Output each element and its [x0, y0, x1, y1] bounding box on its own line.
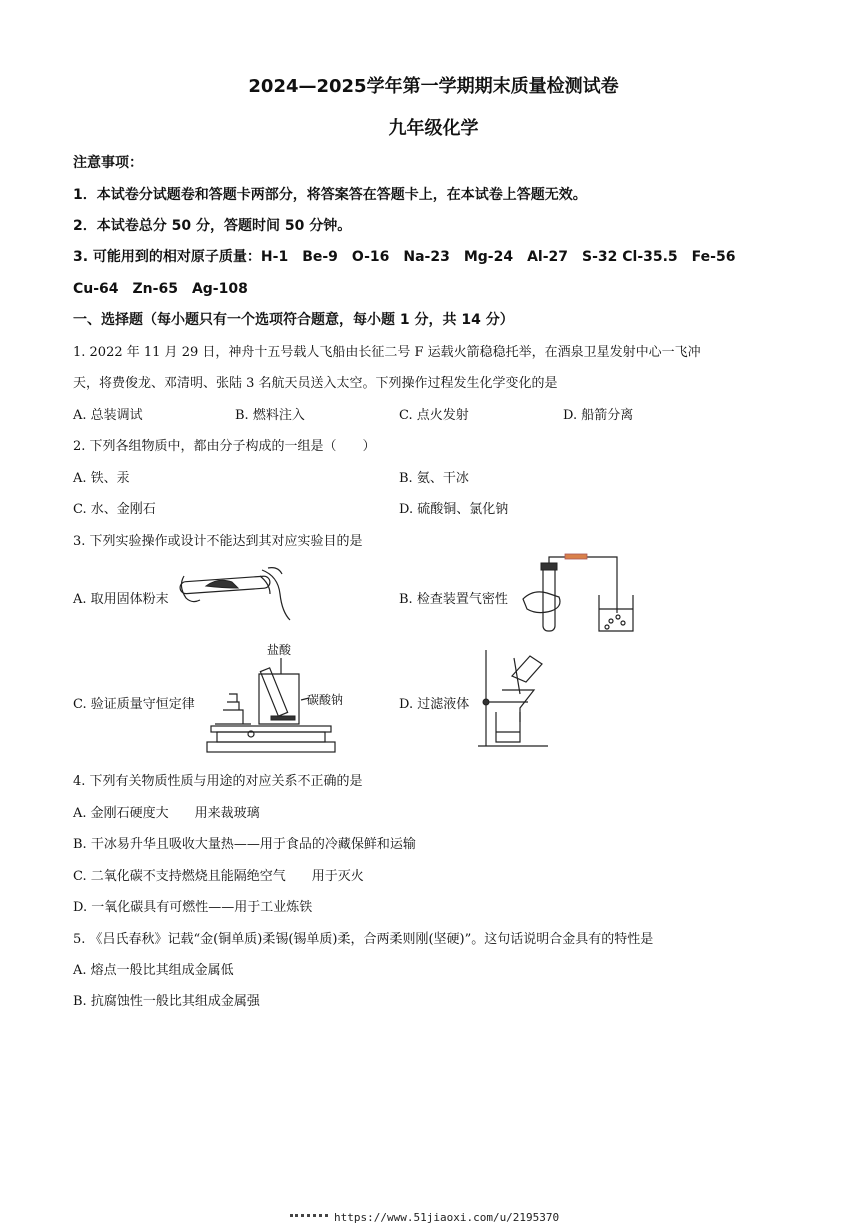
- footer-url[interactable]: [290, 1211, 559, 1224]
- q5-option-b: B. 抗腐蚀性一般比其组成金属强: [73, 994, 260, 1009]
- q1-option-c: C. 点火发射: [399, 408, 469, 423]
- figure-airtight-check: [521, 553, 639, 633]
- q2-option-a: A. 铁、汞: [73, 471, 130, 486]
- q4-option-b: B. 干冰易升华且吸收大量热——用于食品的冷藏保鲜和运输: [73, 837, 416, 852]
- q2-option-c: C. 水、金刚石: [73, 502, 156, 517]
- label-sodium-carbonate: 碳酸钠: [307, 693, 344, 707]
- q2-stem: 2. 下列各组物质中，都由分子构成的一组是（ ）: [73, 439, 376, 454]
- q4-option-d: D. 一氧化碳具有可燃性——用于工业炼铁: [73, 900, 313, 915]
- q1-stem-line2: 天，将费俊龙、邓清明、张陆 3 名航天员送入太空。下列操作过程发生化学变化的是: [73, 376, 558, 391]
- note-1: 1．本试卷分试题卷和答题卡两部分，将答案答在答题卡上，在本试卷上答题无效。: [73, 187, 587, 203]
- figure-filtration: [476, 650, 560, 750]
- footer-url-text: https://www.51jiaoxi.com/u/2195370: [334, 1211, 560, 1224]
- note-2: 2．本试卷总分 50 分，答题时间 50 分钟。: [73, 218, 352, 234]
- q4-option-c: C. 二氧化碳不支持燃烧且能隔绝空气 用于灭火: [73, 869, 364, 884]
- q2-option-d: D. 硫酸铜、氯化钠: [399, 502, 509, 517]
- note-3-line1: 3. 可能用到的相对原子质量：H-1 Be-9 O-16 Na-23 Mg-24 Al-27 S-32 Cl-35.5 Fe-56: [73, 249, 736, 265]
- q3-option-b: B. 检查装置气密性: [399, 592, 508, 607]
- q2-option-b: B. 氨、干冰: [399, 471, 469, 486]
- exam-subtitle: 九年级化学: [388, 118, 479, 139]
- q1-option-d: D. 船箭分离: [563, 408, 634, 423]
- q1-stem-line1: 1. 2022 年 11 月 29 日，神舟十五号载人飞船由长征二号 F 运载火箭稳稳托举，在酒泉卫星发射中心一飞冲: [73, 345, 701, 360]
- note-3-line2: Cu-64 Zn-65 Ag-108: [73, 281, 248, 297]
- label-hydrochloric-acid: 盐酸: [267, 643, 292, 657]
- figure-balance: [205, 640, 365, 756]
- q5-stem: 5. 《吕氏春秋》记载“金(铜单质)柔锡(锡单质)柔，合两柔则刚(坚硬)”。这句话说明合金具有的特性是: [73, 932, 654, 947]
- notes-heading: 注意事项：: [73, 155, 143, 171]
- q1-option-b: B. 燃料注入: [235, 408, 305, 423]
- q3-option-c: C. 验证质量守恒定律: [73, 697, 195, 712]
- q5-option-a: A. 熔点一般比其组成金属低: [73, 963, 234, 978]
- exam-title: 2024—2025学年第一学期期末质量检测试卷: [248, 76, 619, 97]
- q3-option-a: A. 取用固体粉末: [73, 592, 169, 607]
- q4-option-a: A. 金刚石硬度大 用来裁玻璃: [73, 806, 260, 821]
- figure-powder-tube: [178, 566, 294, 624]
- section-heading: 一、选择题（每小题只有一个选项符合题意，每小题 1 分，共 14 分）: [73, 312, 514, 328]
- footer-logo-icon: [290, 1214, 328, 1223]
- q1-option-a: A. 总装调试: [73, 408, 143, 423]
- q3-stem: 3. 下列实验操作或设计不能达到其对应实验目的是: [73, 534, 363, 549]
- q4-stem: 4. 下列有关物质性质与用途的对应关系不正确的是: [73, 774, 363, 789]
- q3-option-d: D. 过滤液体: [399, 697, 470, 712]
